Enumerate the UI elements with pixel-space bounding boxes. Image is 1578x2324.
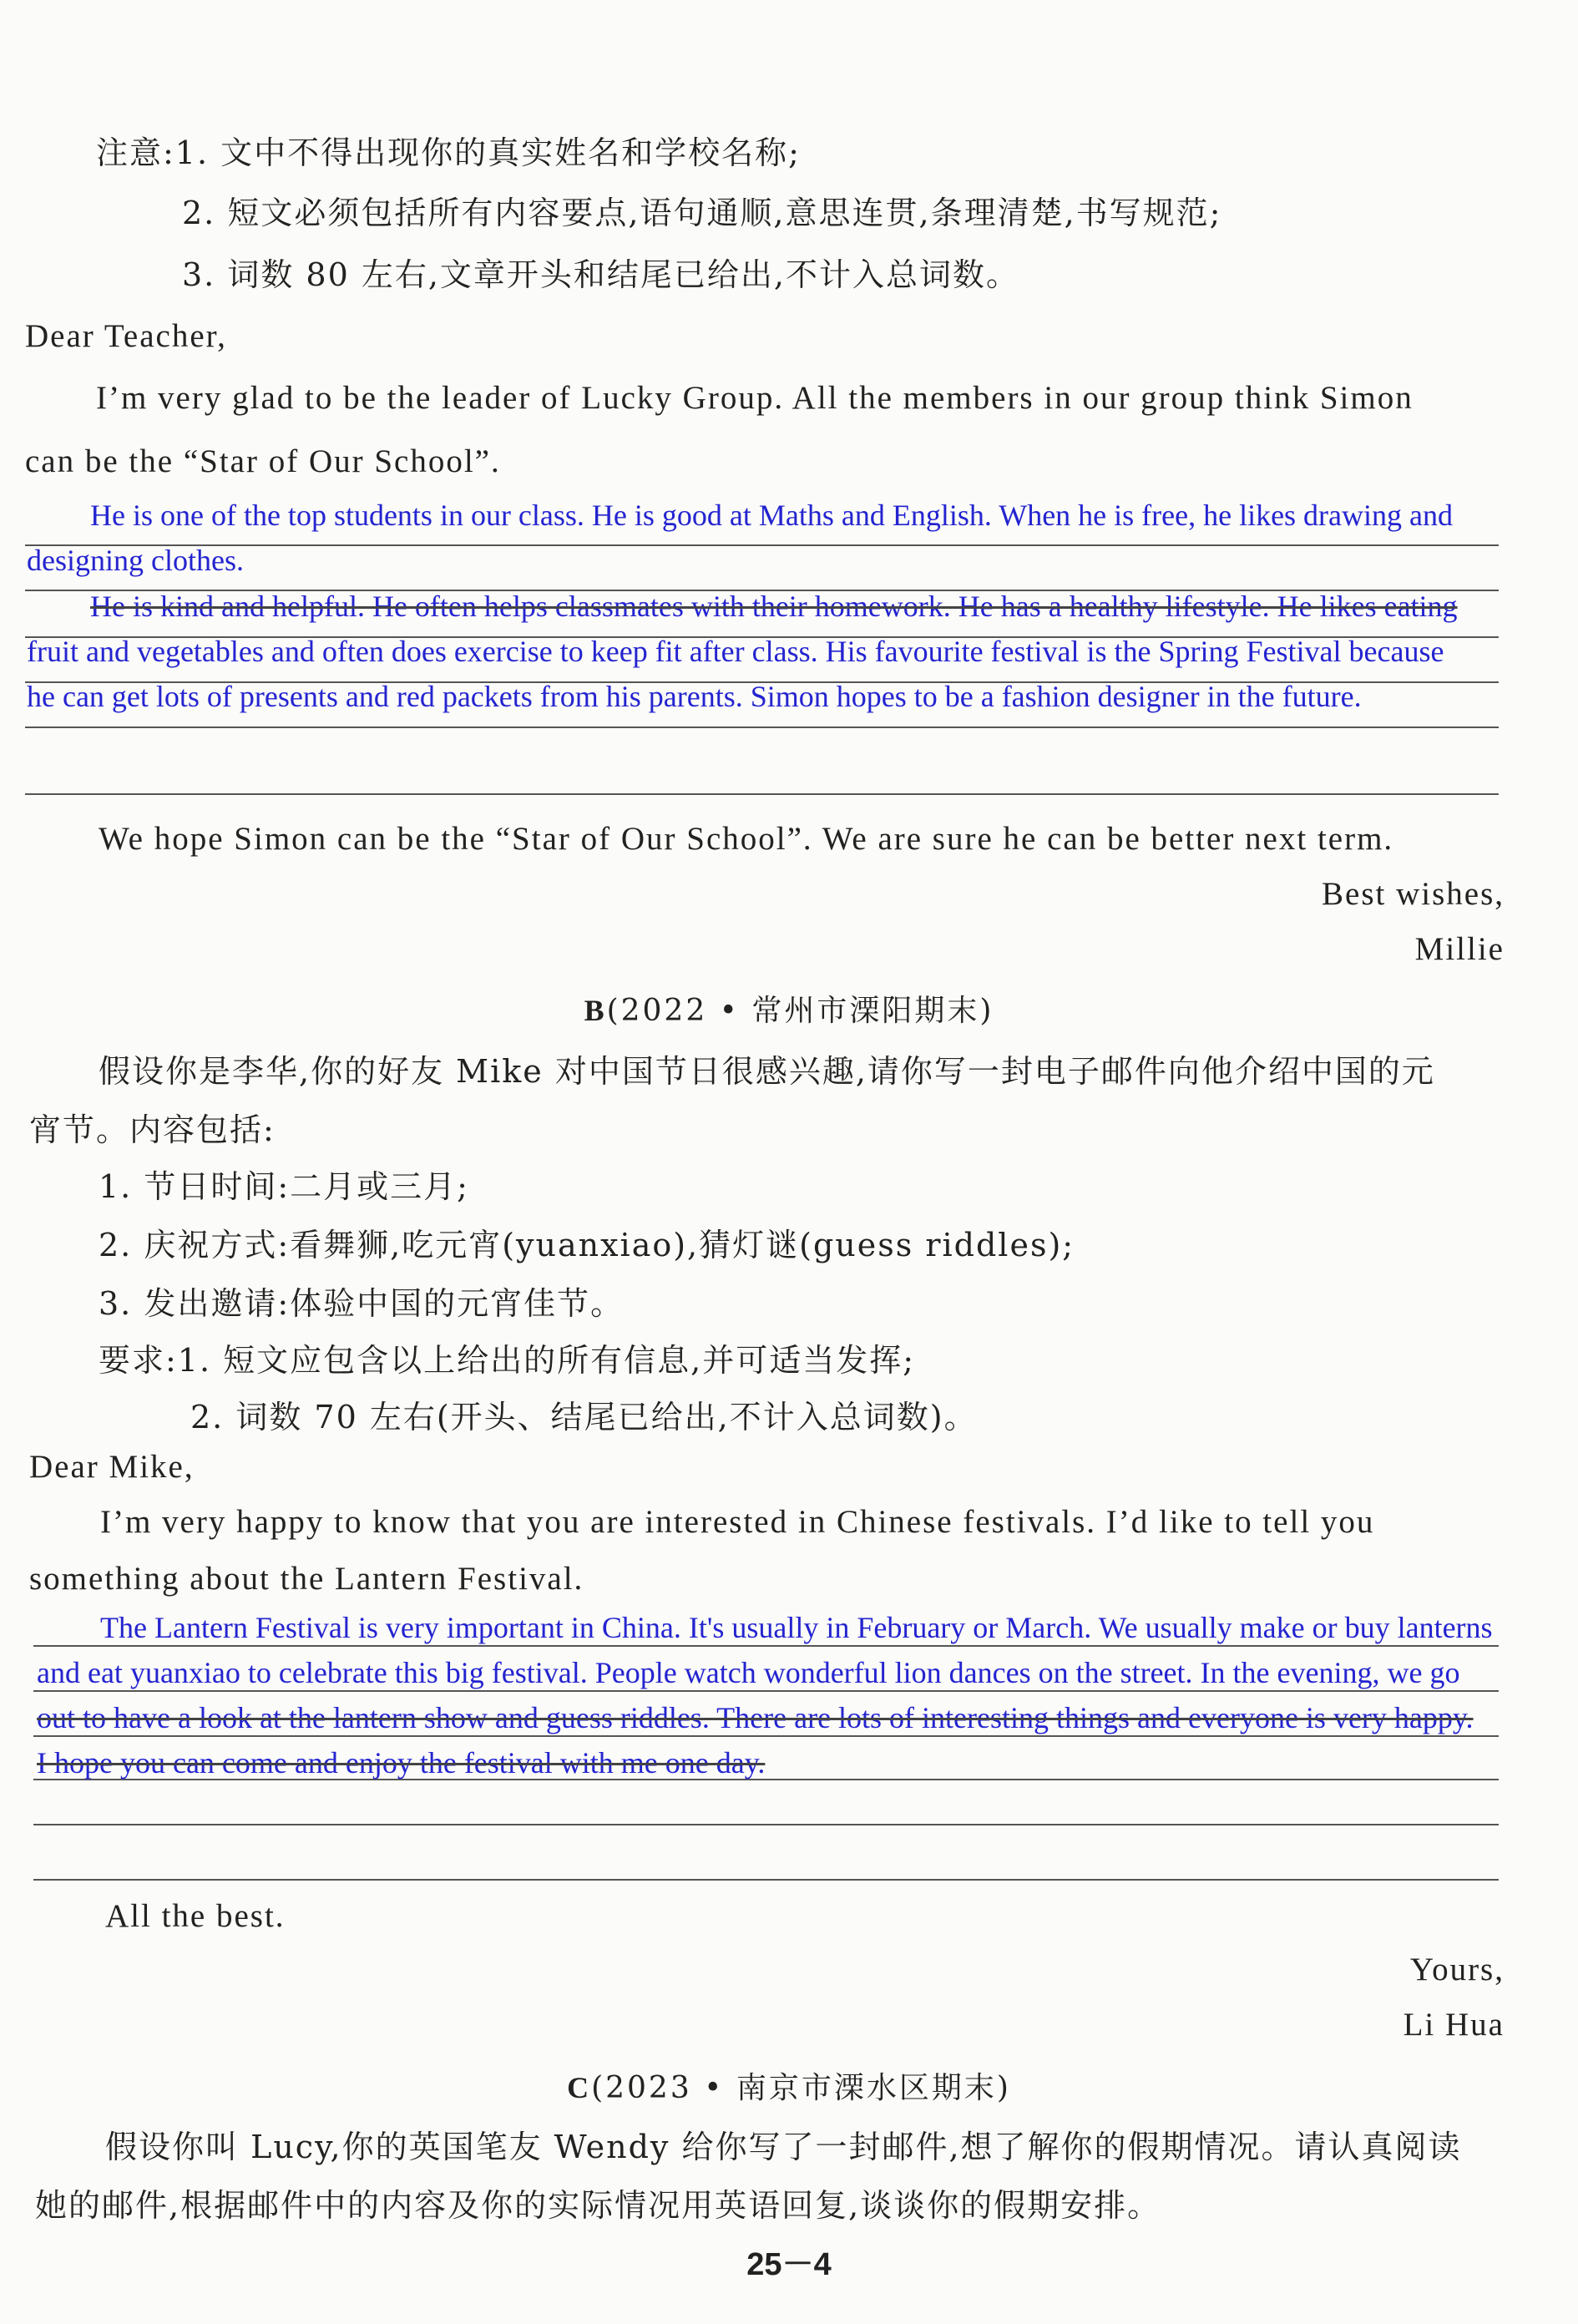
answer-line: [25, 793, 1499, 795]
handwritten-answer-a-4: fruit and vegetables and often does exercise to keep fit after class. His favourite festival is the Spring Festival because: [27, 635, 1444, 668]
handwritten-answer-a-3: He is kind and helpful. He often helps classmates with their homework. He has a healthy lifestyle. He likes eating: [90, 590, 1458, 623]
section-b-header: B(2022 • 常州市溧阳期末): [584, 994, 994, 1028]
note-3: 3. 词数 80 左右,文章开头和结尾已给出,不计入总词数。: [182, 256, 1020, 293]
answer-line: [33, 1645, 1499, 1647]
signature-b: Li Hua: [1403, 2007, 1505, 2043]
answer-line: [33, 1879, 1499, 1881]
answer-line: [25, 544, 1499, 546]
section-c-header: C(2023 • 南京市溧水区期末): [567, 2071, 1011, 2105]
note-2: 2. 短文必须包括所有内容要点,语句通顺,意思连贯,条理清楚,书写规范;: [182, 195, 1222, 231]
signature-a: Millie: [1414, 931, 1505, 967]
answer-line: [33, 1735, 1499, 1737]
requirement-b-2: 2. 词数 70 左右(开头、结尾已给出,不计入总词数)。: [190, 1399, 978, 1435]
sign-off-a: Best wishes,: [1322, 876, 1505, 912]
handwritten-answer-b-3: out to have a look at the lantern show and guess riddles. There are lots of interesting things and everyone is very happy.: [37, 1701, 1474, 1734]
handwritten-answer-a-1: He is one of the top students in our class. He is good at Maths and English. When he is free, he likes drawing and: [90, 499, 1454, 532]
prompt-c-2: 她的邮件,根据邮件中的内容及你的实际情况用英语回复,谈谈你的假期安排。: [35, 2187, 1161, 2224]
handwritten-answer-b-4: I hope you can come and enjoy the festival with me one day.: [37, 1746, 766, 1780]
answer-line: [33, 1690, 1499, 1692]
prompt-c-1: 假设你叫 Lucy,你的英国笔友 Wendy 给你写了一封邮件,想了解你的假期情况。请认真阅读: [105, 2129, 1462, 2165]
opening-b-2: something about the Lantern Festival.: [29, 1561, 584, 1597]
salutation-b: Dear Mike,: [29, 1449, 195, 1485]
prompt-b-2: 宵节。内容包括:: [29, 1111, 276, 1148]
item-b-2: 2. 庆祝方式:看舞狮,吃元宵(yuanxiao),猜灯谜(guess riddles);: [99, 1227, 1075, 1263]
handwritten-answer-b-2: and eat yuanxiao to celebrate this big festival. People watch wonderful lion dances on the street. In the evening, we go: [37, 1656, 1460, 1689]
note-1: 注意:1. 文中不得出现你的真实姓名和学校名称;: [96, 134, 801, 171]
opening-a-1: I’m very glad to be the leader of Lucky Group. All the members in our group think Simon: [96, 380, 1414, 416]
salutation-a: Dear Teacher,: [25, 318, 227, 354]
item-b-3: 3. 发出邀请:体验中国的元宵佳节。: [99, 1285, 625, 1322]
opening-b-1: I’m very happy to know that you are interested in Chinese festivals. I’d like to tell you: [100, 1504, 1375, 1540]
closing-b: All the best.: [105, 1898, 286, 1934]
item-b-1: 1. 节日时间:二月或三月;: [99, 1168, 469, 1205]
sign-off-b: Yours,: [1409, 1952, 1505, 1987]
requirement-b-1: 要求:1. 短文应包含以上给出的所有信息,并可适当发挥;: [99, 1342, 916, 1379]
answer-line: [25, 727, 1499, 728]
handwritten-answer-b-1: The Lantern Festival is very important in China. It's usually in February or March. We usually make or buy lanterns: [100, 1611, 1493, 1644]
handwritten-answer-a-2: designing clothes.: [27, 544, 244, 577]
answer-line: [33, 1824, 1499, 1825]
closing-a: We hope Simon can be the “Star of Our School”. We are sure he can be better next term.: [99, 821, 1394, 857]
page-number: 25－4: [746, 2247, 832, 2282]
handwritten-answer-a-5: he can get lots of presents and red packets from his parents. Simon hopes to be a fashion designer in the future.: [27, 680, 1362, 713]
prompt-b-1: 假设你是李华,你的好友 Mike 对中国节日很感兴趣,请你写一封电子邮件向他介绍中国的元: [99, 1053, 1435, 1090]
opening-a-2: can be the “Star of Our School”.: [25, 443, 501, 479]
